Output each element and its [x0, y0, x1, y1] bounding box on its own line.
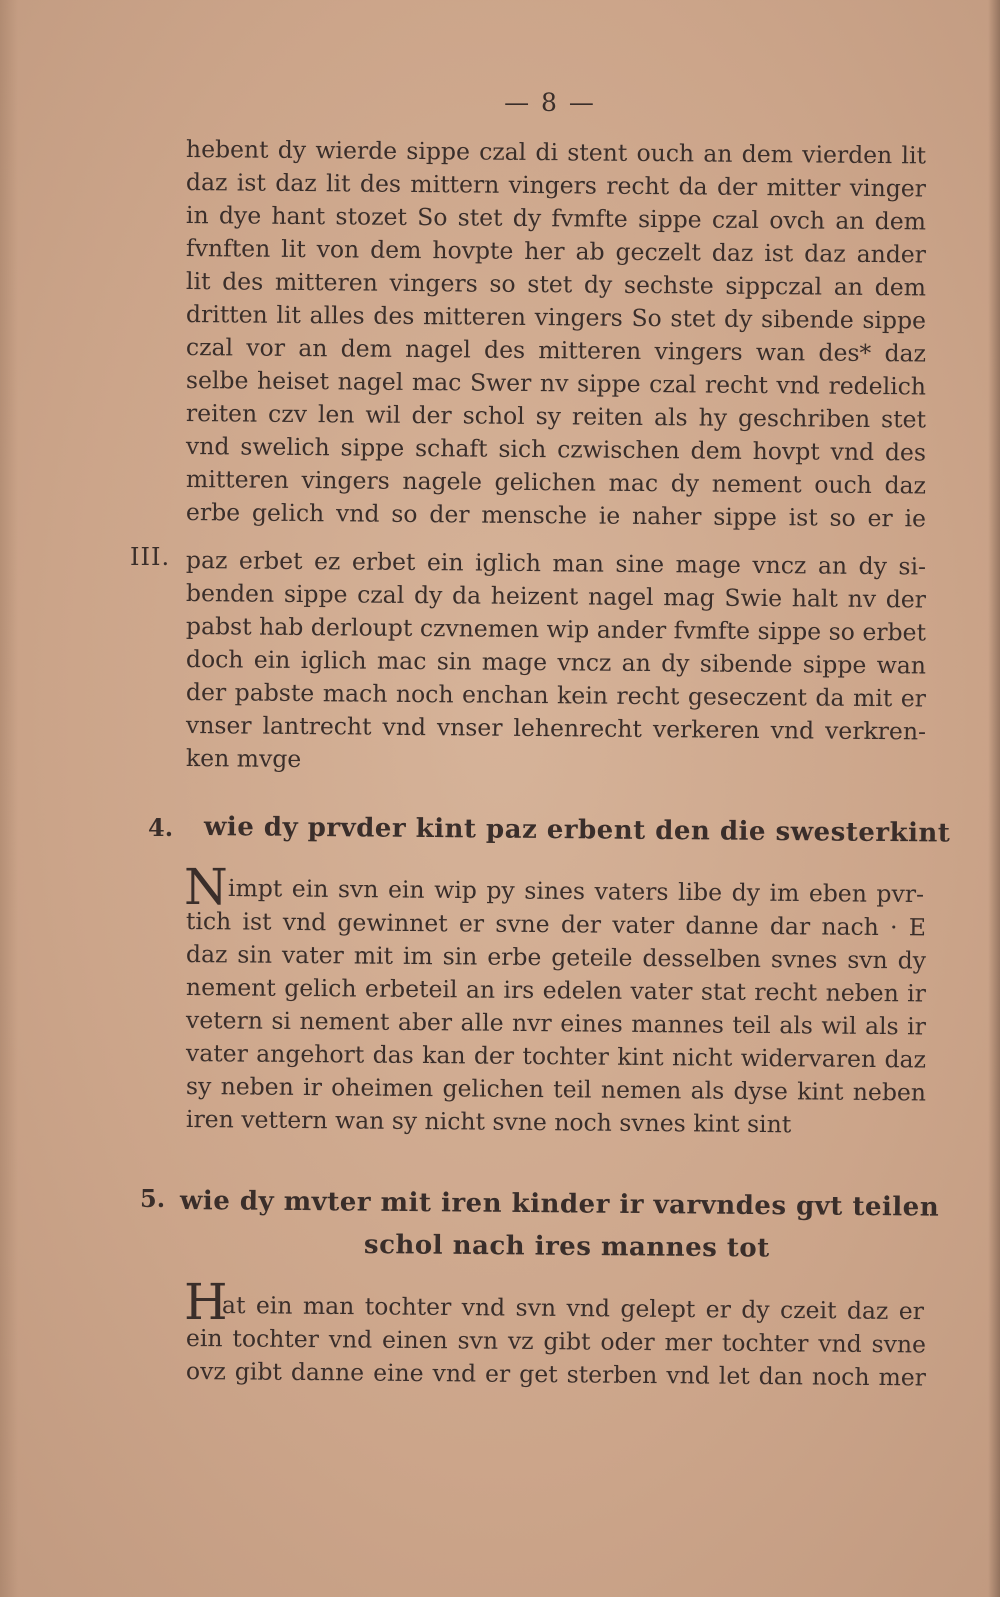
- text-line: dritten lit alles des mitteren vingers So stet dy sibende sippe: [185, 300, 927, 335]
- text-line: nement gelich erbeteil an irs edelen vater stat recht neben ir: [185, 973, 927, 1008]
- text-line: ein tochter vnd einen svn vz gibt oder mer tochter vnd svne: [185, 1324, 927, 1359]
- text-line: lit des mitteren vingers so stet dy sechste sippczal an dem: [185, 267, 927, 302]
- section-5-heading-line-2: schol nach ires mannes tot: [363, 1230, 770, 1264]
- text-line: iren vettern wan sy nicht svne noch svnes kint sint: [185, 1105, 792, 1139]
- text-line: vnd swelich sippe schaft sich czwischen dem hovpt vnd des: [185, 432, 927, 467]
- section-5-dropcap: H: [184, 1273, 228, 1331]
- section-5-paragraph: [185, 1322, 927, 1392]
- text-line: vetern si nement aber alle nvr eines mannes teil als wil als ir: [185, 1006, 927, 1041]
- text-line: ken mvge: [185, 744, 302, 774]
- text-line: mitteren vingers nagele gelichen mac dy nement ouch daz: [185, 465, 927, 500]
- text-line: erbe gelich vnd so der mensche ie naher sippe ist so er ie: [185, 498, 927, 533]
- section-4-paragraph: [185, 905, 927, 1139]
- text-line: hebent dy wierde sippe czal di stent ouch an dem vierden lit: [185, 135, 927, 170]
- text-line: paz erbet ez erbet ein iglich man sine mage vncz an dy si-: [185, 546, 927, 581]
- section-5-first-line: [221, 1289, 925, 1326]
- text-line: pabst hab derloupt czvnemen wip ander fvmfte sippe so erbet: [185, 612, 927, 647]
- page-shadow-left: [0, 0, 18, 1597]
- section-5-number: 5.: [140, 1184, 166, 1213]
- text-line: doch ein iglich mac sin mage vncz an dy sibende sippe wan: [185, 645, 927, 680]
- text-line: der pabste mach noch enchan kein recht geseczent da mit er: [185, 678, 927, 713]
- text-line: czal vor an dem nagel des mitteren vingers wan des* daz: [185, 333, 927, 368]
- text-line: ovz gibt danne eine vnd er get sterben vnd let dan noch mer: [185, 1357, 927, 1392]
- page-number: — 8 —: [504, 88, 596, 117]
- text-line: fvnften lit von dem hovpte her ab geczelt daz ist daz ander: [185, 234, 927, 269]
- section-5-heading-line-1: wie dy mvter mit iren kinder ir varvndes gvt teilen: [179, 1186, 940, 1223]
- marginal-roman-numeral: III.: [130, 543, 171, 571]
- text-line: in dye hant stozet So stet dy fvmfte sippe czal ovch an dem: [185, 201, 927, 236]
- section-4-heading: wie dy prvder kint paz erbent den die swesterkint: [203, 812, 951, 849]
- section-3-paragraph-b: [186, 544, 926, 775]
- section-4-number: 4.: [148, 813, 174, 842]
- section-4-dropcap: N: [184, 858, 228, 916]
- text-line: selbe heiset nagel mac Swer nv sippe czal recht vnd redelich: [185, 366, 927, 401]
- text-line: vnser lantrecht vnd vnser lehenrecht verkeren vnd verkren-: [185, 711, 927, 746]
- text-line: tich ist vnd gewinnet er svne der vater danne dar nach · E: [185, 907, 927, 942]
- text-line: daz sin vater mit im sin erbe geteile desselben svnes svn dy: [185, 940, 927, 975]
- text-line: daz ist daz lit des mittern vingers recht da der mitter vinger: [185, 168, 927, 203]
- text-line: at ein man tochter vnd svn vnd gelept er dy czeit daz er: [221, 1291, 925, 1326]
- text-line: impt ein svn ein wip py sines vaters libe dy im eben pvr-: [227, 874, 925, 909]
- text-line: sy neben ir oheimen gelichen teil nemen als dyse kint neben: [185, 1072, 927, 1107]
- text-line: vater angehort das kan der tochter kint nicht widervaren daz: [185, 1039, 927, 1074]
- page-shadow-right: [988, 0, 1000, 1597]
- text-line: reiten czv len wil der schol sy reiten als hy geschriben stet: [185, 399, 927, 434]
- section-4-first-line: [227, 872, 925, 909]
- text-line: benden sippe czal dy da heizent nagel mag Swie halt nv der: [185, 579, 927, 614]
- section-3-paragraph-a: [185, 133, 927, 533]
